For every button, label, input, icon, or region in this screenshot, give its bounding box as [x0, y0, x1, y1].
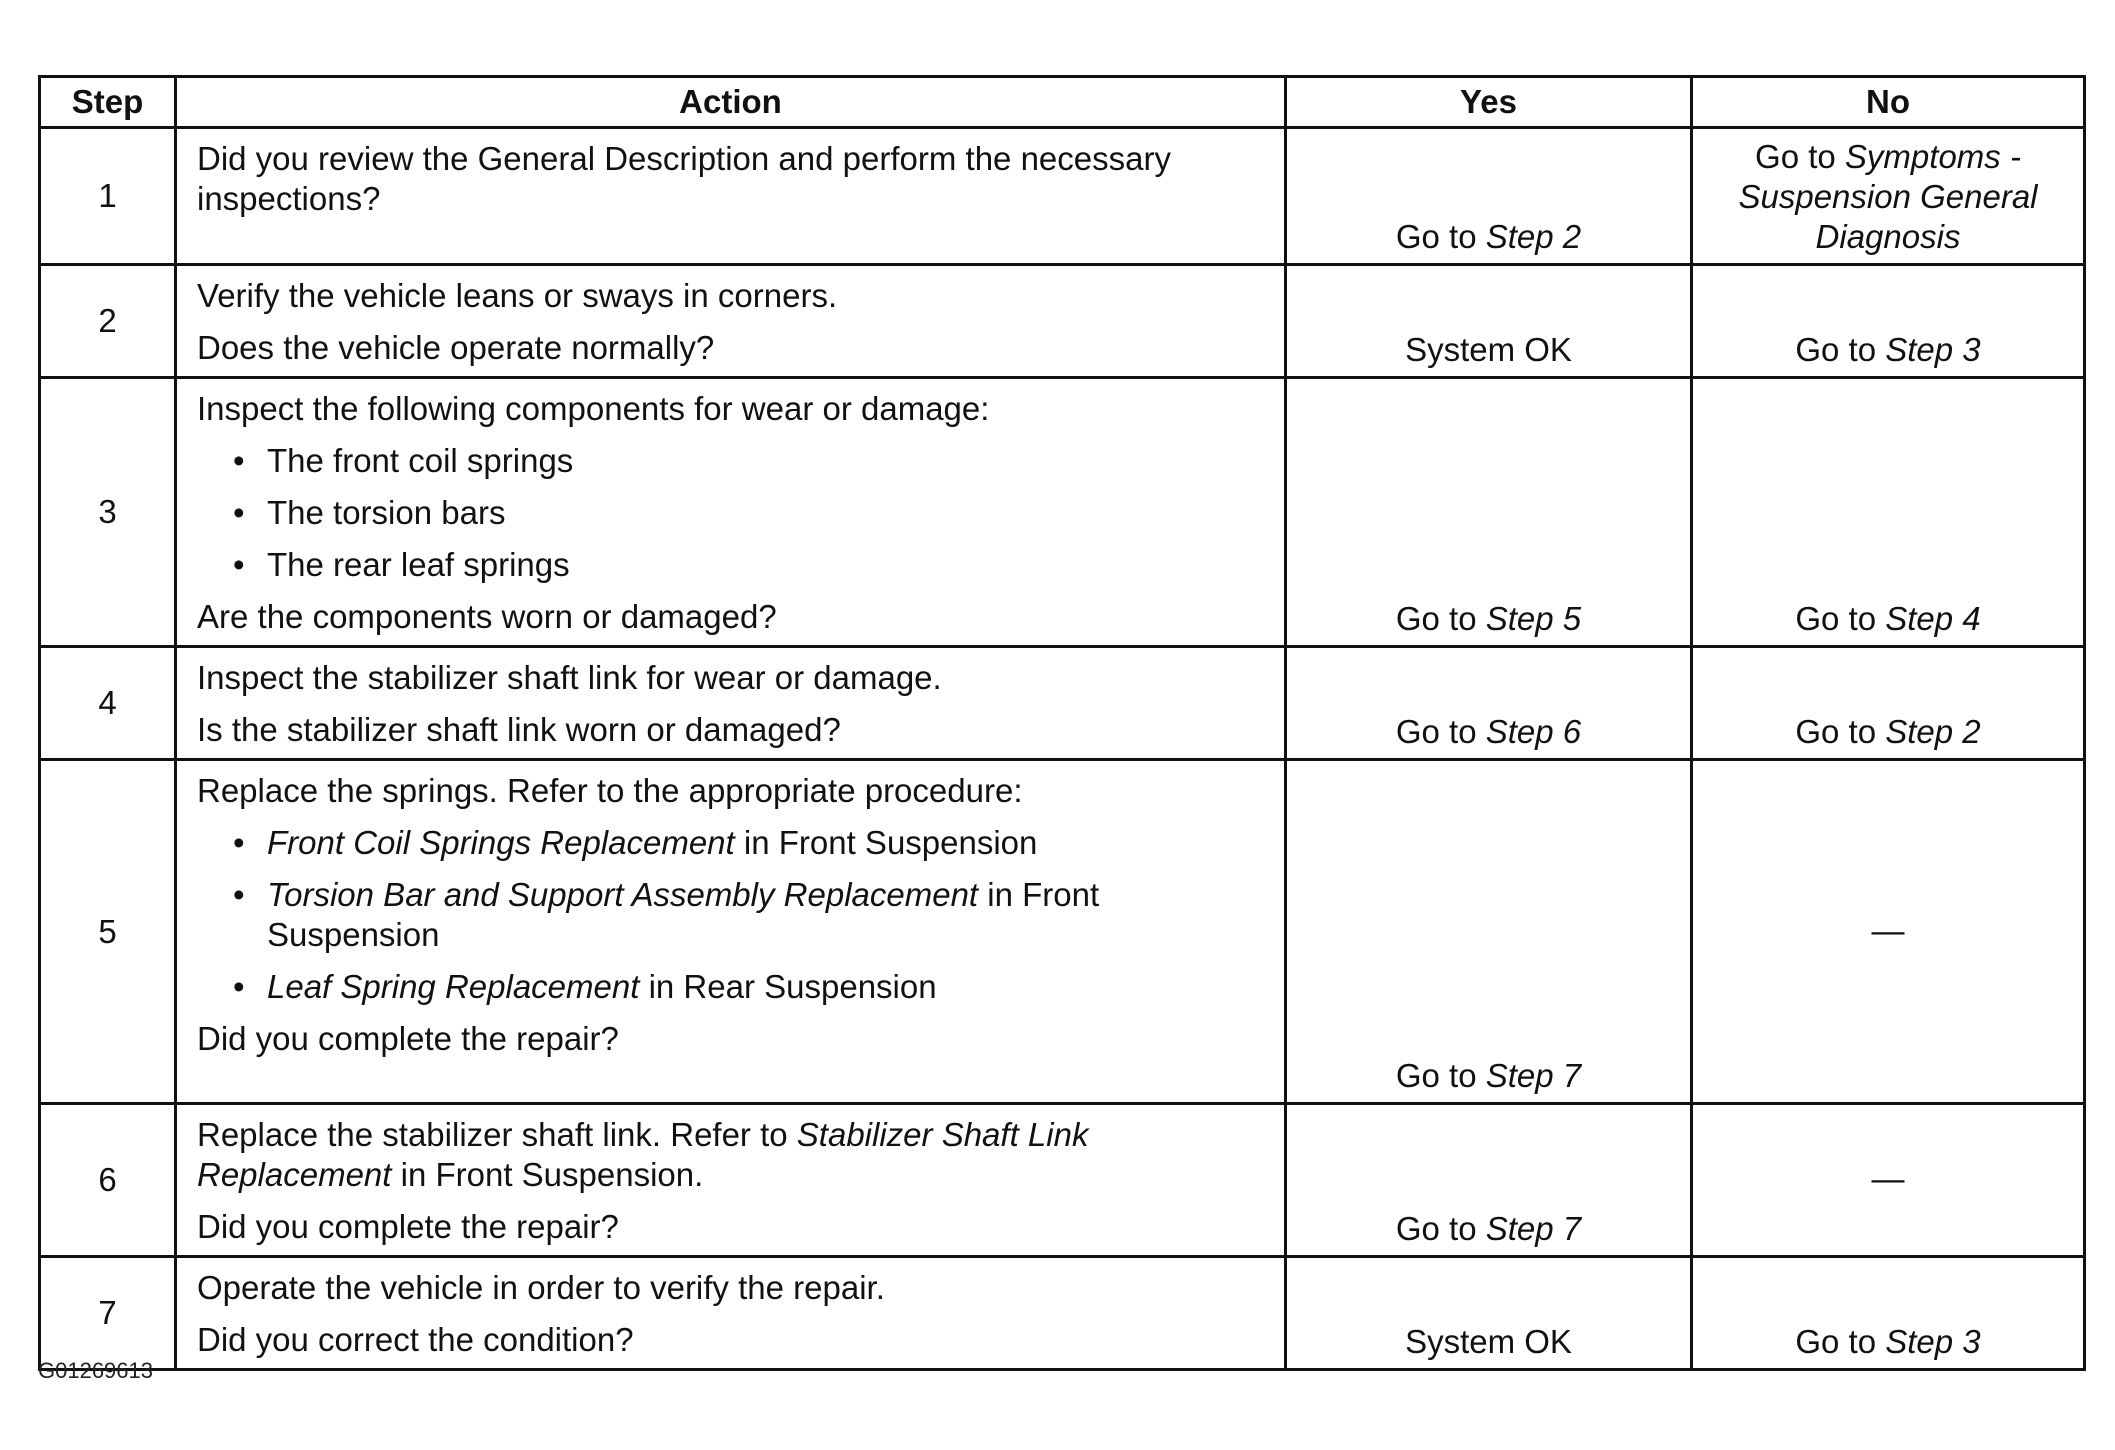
- no-cell: [1692, 1257, 2085, 1370]
- action-cell: [176, 647, 1286, 760]
- no-cell: —: [1692, 760, 2085, 1104]
- procedure-ref: Torsion Bar and Support Assembly Replacement: [267, 876, 979, 913]
- step-number: 6: [40, 1104, 176, 1257]
- yes-cell: [1286, 760, 1692, 1104]
- action-question: Did you correct the condition?: [197, 1321, 634, 1358]
- action-question: Did you review the General Description and perform the necessary inspections?: [197, 140, 1171, 217]
- action-question: Does the vehicle operate normally?: [197, 329, 715, 366]
- header-yes: Yes: [1286, 77, 1692, 128]
- action-question: Are the components worn or damaged?: [197, 598, 777, 635]
- table-row: [40, 760, 2085, 1104]
- yes-prefix: Go to: [1395, 600, 1486, 637]
- no-step-ref: Step 4: [1885, 600, 1981, 637]
- yes-step-ref: Step 7: [1485, 1210, 1582, 1247]
- yes-prefix: Go to: [1395, 713, 1486, 750]
- procedure-location: in Front Suspension: [267, 876, 1100, 953]
- bullet-item: [233, 493, 1268, 533]
- action-text: Inspect the stabilizer shaft link for wear or damage.: [197, 659, 942, 696]
- diagnostic-table: [38, 75, 2086, 1371]
- procedure-ref: Stabilizer Shaft Link Replacement: [197, 1116, 1089, 1193]
- header-step: Step: [40, 77, 176, 128]
- no-cell: —: [1692, 1104, 2085, 1257]
- bullet-dot: •: [233, 442, 245, 479]
- procedure-location: in Rear Suspension: [639, 968, 937, 1005]
- table-row: [40, 647, 2085, 760]
- bullet-item: [233, 823, 1268, 863]
- action-cell: [176, 128, 1286, 265]
- action-question: Did you complete the repair?: [197, 1020, 619, 1057]
- action-cell: [176, 760, 1286, 1104]
- no-cell: [1692, 265, 2085, 378]
- yes-cell: [1286, 647, 1692, 760]
- header-no: No: [1692, 77, 2085, 128]
- action-text-prefix: Replace the stabilizer shaft link. Refer to: [197, 1116, 797, 1153]
- action-cell: [176, 1104, 1286, 1257]
- bullet-dot: •: [233, 546, 245, 583]
- bullet-text: [267, 875, 1268, 955]
- yes-step-ref: Step 6: [1485, 713, 1582, 750]
- action-cell: [176, 378, 1286, 647]
- bullet-item: [233, 967, 1268, 1007]
- bullet-dot: •: [233, 824, 245, 861]
- yes-prefix: Go to: [1395, 218, 1486, 255]
- yes-prefix: Go to: [1395, 1057, 1486, 1094]
- action-question: Is the stabilizer shaft link worn or damaged?: [197, 711, 841, 748]
- step-number: 2: [40, 265, 176, 378]
- yes-cell: System OK: [1286, 265, 1692, 378]
- procedure-ref: Front Coil Springs Replacement: [267, 824, 735, 861]
- yes-step-ref: Step 5: [1485, 600, 1582, 637]
- no-prefix: Go to: [1795, 1323, 1886, 1360]
- step-number: 4: [40, 647, 176, 760]
- step-number: 3: [40, 378, 176, 647]
- table-row: [40, 1257, 2085, 1370]
- no-prefix: Go to: [1755, 138, 1845, 175]
- header-action: Action: [176, 77, 1286, 128]
- bullet-text: The torsion bars: [267, 494, 506, 531]
- header-row: [40, 77, 2085, 128]
- bullet-item: [233, 875, 1268, 955]
- bullet-text: [267, 823, 1268, 863]
- no-prefix: Go to: [1795, 331, 1886, 368]
- bullet-text: The front coil springs: [267, 442, 574, 479]
- no-cell: [1692, 647, 2085, 760]
- no-step-ref: Step 3: [1885, 1323, 1981, 1360]
- procedure-location: in Front Suspension.: [391, 1156, 704, 1193]
- yes-cell: [1286, 378, 1692, 647]
- no-step-ref: Step 3: [1885, 331, 1981, 368]
- procedure-location: in Front Suspension: [734, 824, 1038, 861]
- yes-cell: [1286, 1104, 1692, 1257]
- procedure-ref: Leaf Spring Replacement: [267, 968, 640, 1005]
- bullet-dot: •: [233, 876, 245, 913]
- action-cell: [176, 1257, 1286, 1370]
- bullet-dot: •: [233, 968, 245, 1005]
- table-row: [40, 128, 2085, 265]
- step-number: 7: [40, 1257, 176, 1370]
- yes-prefix: Go to: [1395, 1210, 1486, 1247]
- bullet-text: [267, 967, 1268, 1007]
- action-text: Inspect the following components for wear or damage:: [197, 390, 990, 427]
- no-prefix: Go to: [1795, 713, 1886, 750]
- action-question: Did you complete the repair?: [197, 1208, 619, 1245]
- bullet-item: [233, 545, 1268, 585]
- step-number: 5: [40, 760, 176, 1104]
- figure-id: G01269613: [38, 1358, 153, 1383]
- table-row: [40, 378, 2085, 647]
- bullet-text: The rear leaf springs: [267, 546, 570, 583]
- no-step-ref: Step 2: [1885, 713, 1981, 750]
- no-prefix: Go to: [1795, 600, 1886, 637]
- step-number: 1: [40, 128, 176, 265]
- no-step-ref: Symptoms - Suspension General Diagnosis: [1738, 138, 2038, 255]
- table-row: [40, 1104, 2085, 1257]
- action-text: [197, 1115, 1268, 1195]
- bullet-dot: •: [233, 494, 245, 531]
- bullet-item: [233, 441, 1268, 481]
- action-text: Verify the vehicle leans or sways in corners.: [197, 277, 838, 314]
- table-row: [40, 265, 2085, 378]
- yes-cell: System OK: [1286, 1257, 1692, 1370]
- yes-step-ref: Step 2: [1485, 218, 1582, 255]
- action-text: Operate the vehicle in order to verify the repair.: [197, 1269, 885, 1306]
- action-text: Replace the springs. Refer to the appropriate procedure:: [197, 772, 1023, 809]
- yes-step-ref: Step 7: [1485, 1057, 1582, 1094]
- no-cell: [1692, 128, 2085, 265]
- no-cell: [1692, 378, 2085, 647]
- action-cell: [176, 265, 1286, 378]
- yes-cell: [1286, 128, 1692, 265]
